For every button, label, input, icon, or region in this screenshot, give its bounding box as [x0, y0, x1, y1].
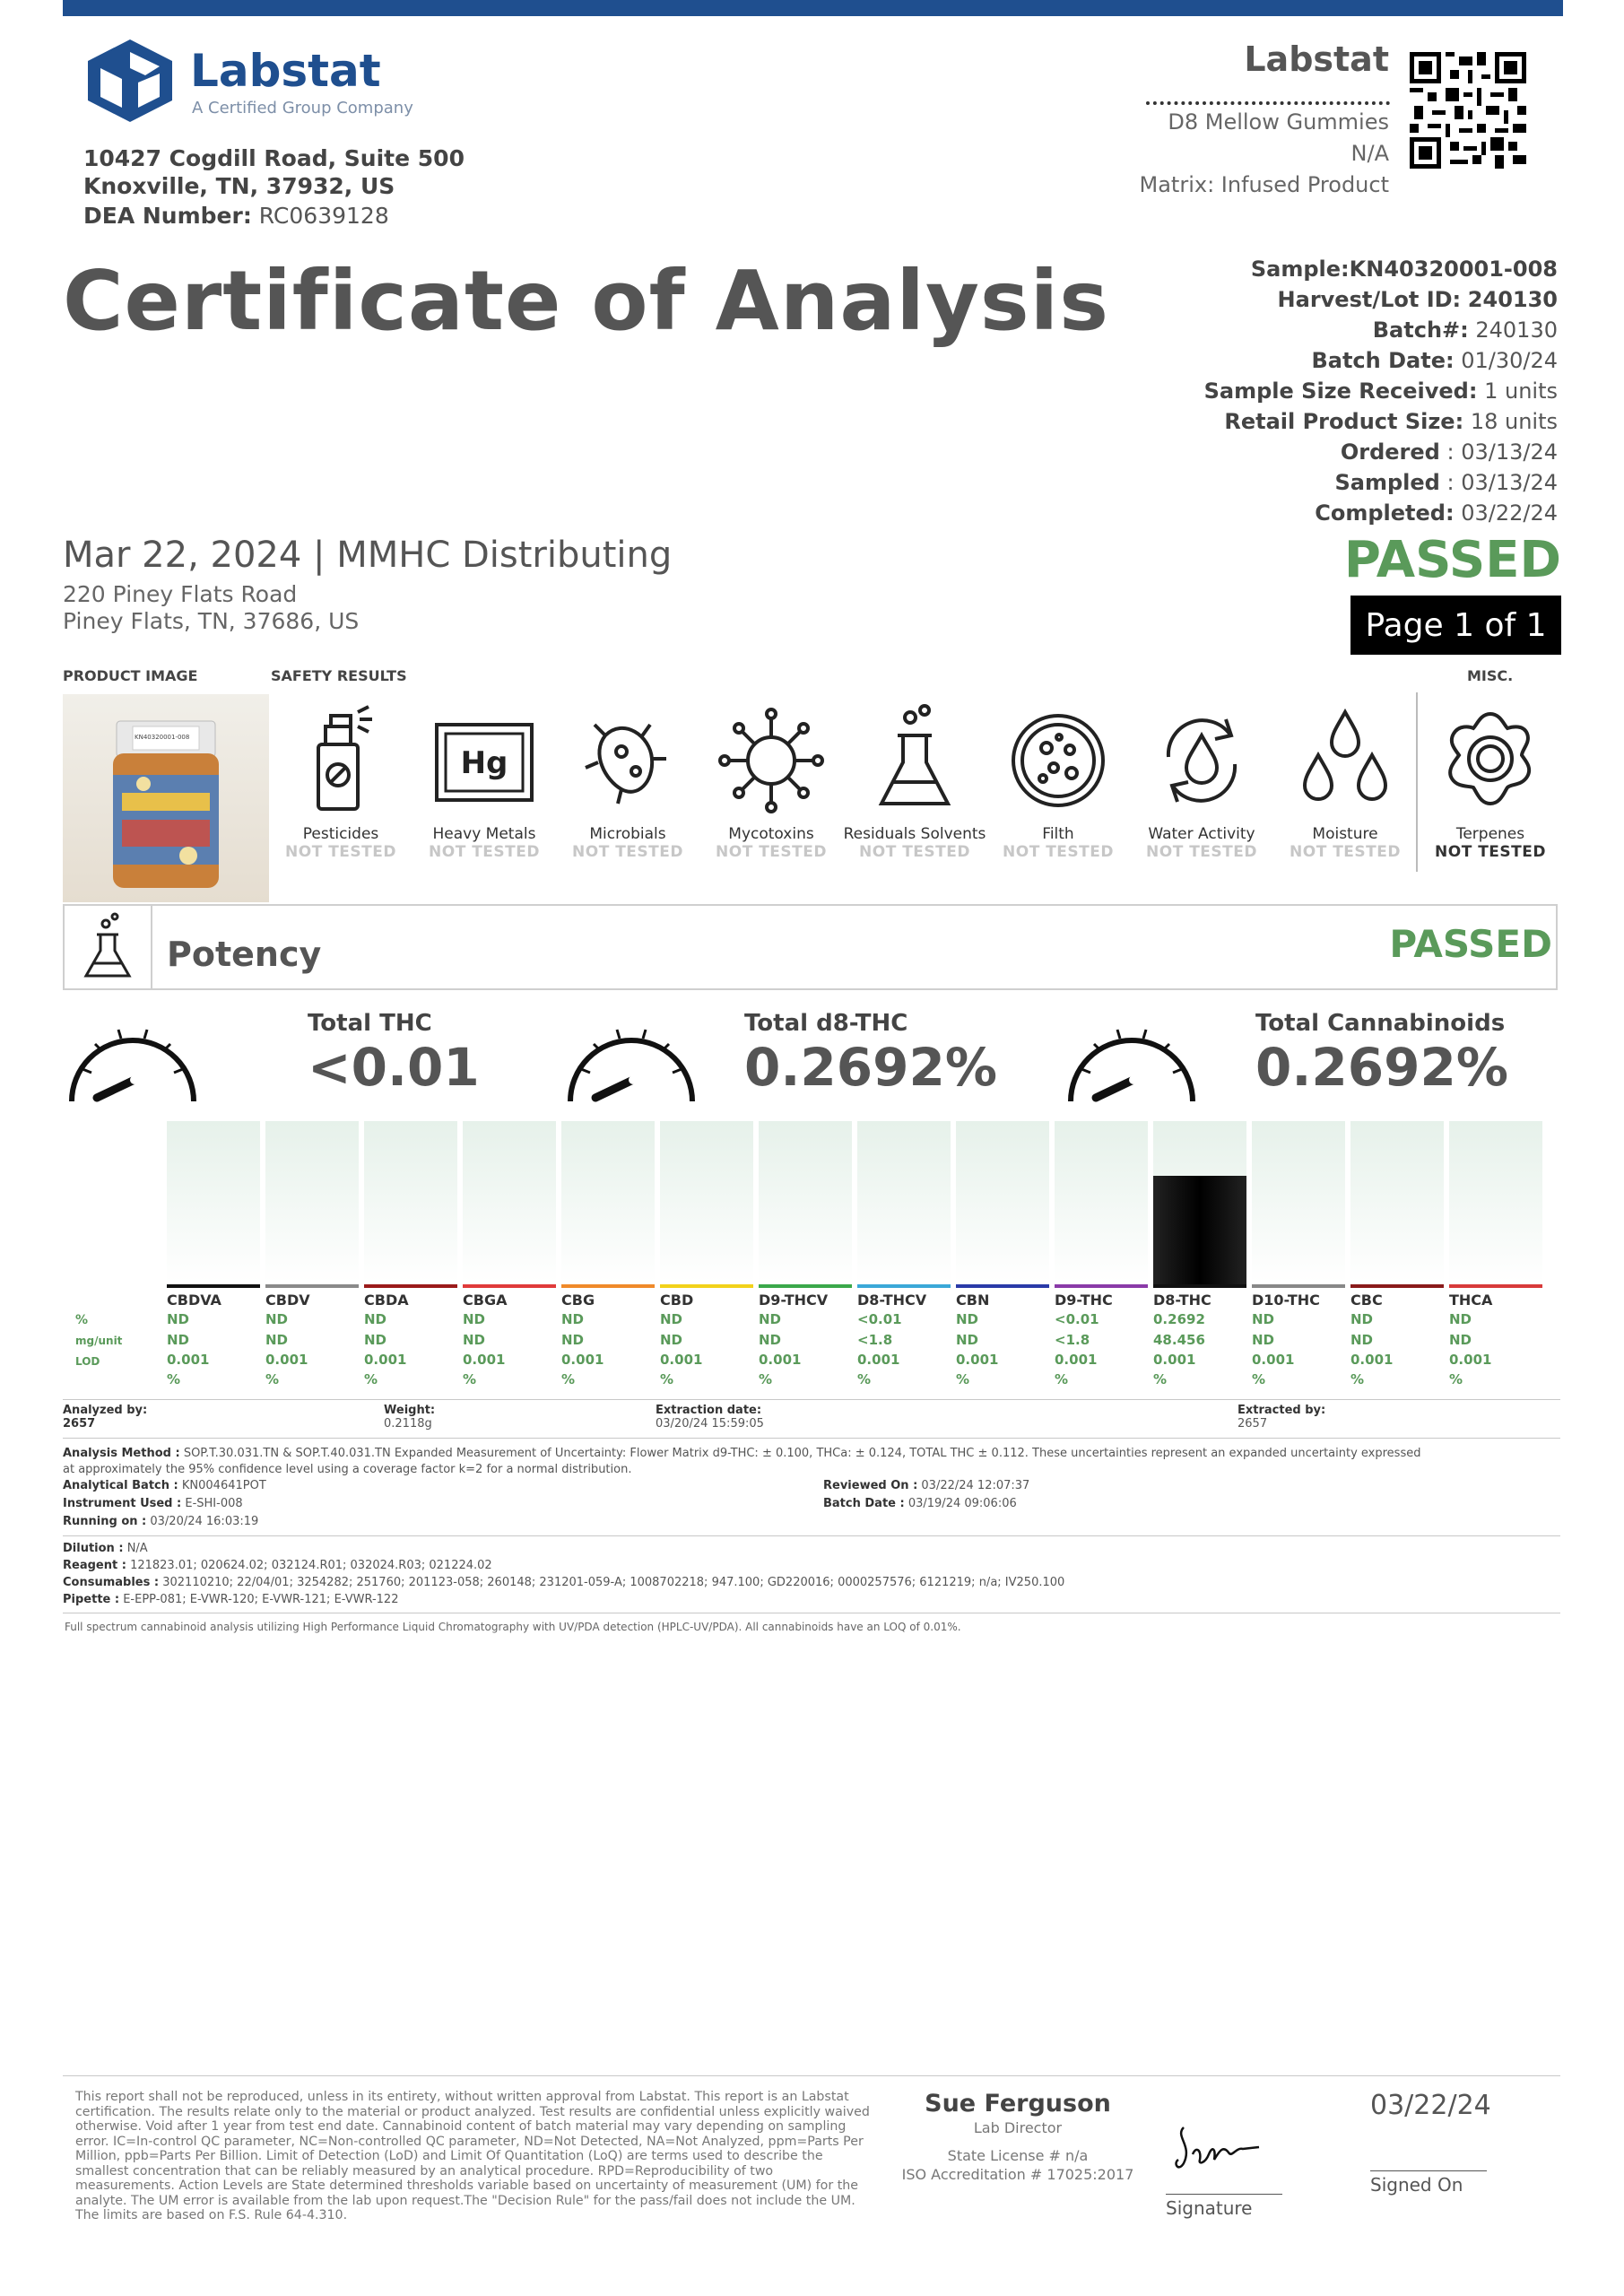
product-image-label: KN40320001-008 — [135, 734, 190, 741]
signature-label: Signature — [1166, 2197, 1253, 2219]
consumables: Consumables : 302110210; 22/04/01; 3254282; 251760; 201123-058; 260148; 231201-059-A; 1008702218; 947.100; GD220016; 0000257576; 6121219; n/a; IV250.100 — [63, 1576, 1065, 1589]
cannabinoid-lod: 0.001 — [1252, 1352, 1295, 1368]
cannabinoid-pct: ND — [463, 1311, 486, 1327]
footer-divider — [63, 2075, 1560, 2076]
dea-value: RC0639128 — [258, 203, 389, 229]
signer-block — [897, 2090, 1139, 2183]
bar-background — [1252, 1121, 1345, 1283]
meta-batch: Batch#: 240130 — [1372, 317, 1558, 343]
flask-icon — [63, 904, 152, 990]
bar-baseline — [167, 1284, 260, 1288]
petri-dish-icon — [1000, 700, 1116, 816]
meta-retail-size: Retail Product Size: 18 units — [1224, 409, 1558, 434]
safety-label: Heavy Metals — [432, 825, 536, 843]
cannabinoid-name: D9-THC — [1055, 1292, 1113, 1309]
cannabinoid-name: CBDA — [364, 1292, 409, 1309]
safety-status: NOT TESTED — [429, 843, 540, 861]
company-name: Labstat — [190, 45, 381, 97]
signed-on-label: Signed On — [1370, 2174, 1463, 2196]
bar-background — [1350, 1121, 1444, 1283]
cannabinoid-unit: % — [1449, 1371, 1463, 1387]
cannabinoid-lod: 0.001 — [660, 1352, 703, 1368]
safety-label: Residuals Solvents — [843, 825, 986, 843]
cannabinoid-pct: ND — [956, 1311, 979, 1327]
safety-status: NOT TESTED — [1290, 843, 1401, 861]
bar-baseline — [1153, 1284, 1246, 1288]
cannabinoid-mg: ND — [1449, 1332, 1472, 1348]
cannabinoid-pct: ND — [759, 1311, 782, 1327]
cannabinoid-lod: 0.001 — [167, 1352, 210, 1368]
bar-baseline — [1055, 1284, 1148, 1288]
cannabinoid-mg: ND — [1350, 1332, 1374, 1348]
cannabinoid-name: THCA — [1449, 1292, 1493, 1309]
bar-background — [561, 1121, 655, 1283]
bar-baseline — [956, 1284, 1049, 1288]
analyzed-by: Analyzed by: 2657 — [63, 1404, 148, 1431]
gauge-icon — [1062, 1012, 1202, 1110]
divider — [63, 1438, 1560, 1439]
cannabinoid-name: D10-THC — [1252, 1292, 1320, 1309]
client-address-line1: 220 Piney Flats Road — [63, 581, 298, 607]
signature-line — [1166, 2194, 1282, 2195]
lab-address-line2: Knoxville, TN, 37932, US — [83, 173, 395, 199]
bar-baseline — [759, 1284, 852, 1288]
cannabinoid-name: D9-THCV — [759, 1292, 829, 1309]
cannabinoid-name: D8-THC — [1153, 1292, 1211, 1309]
cannabinoid-lod: 0.001 — [561, 1352, 604, 1368]
meta-sample: Sample:KN40320001-008 — [1250, 257, 1558, 282]
divider — [63, 1535, 1560, 1536]
bar-baseline — [463, 1284, 556, 1288]
cannabinoid-pct: ND — [1252, 1311, 1275, 1327]
safety-microbials — [556, 700, 699, 861]
bar-background — [759, 1121, 852, 1283]
cannabinoid-pct: <0.01 — [857, 1311, 902, 1327]
bar-background — [660, 1121, 753, 1283]
meta-ordered: Ordered : 03/13/24 — [1340, 439, 1558, 465]
cannabinoid-unit: % — [463, 1371, 477, 1387]
bar-d8-thc — [1153, 1176, 1246, 1284]
dilution: Dilution : N/A — [63, 1542, 148, 1555]
cannabinoid-name: CBD — [660, 1292, 694, 1309]
labstat-logo-icon — [83, 38, 178, 124]
cannabinoid-name: CBGA — [463, 1292, 508, 1309]
safety-heavy-metals — [413, 700, 556, 861]
safety-label: Mycotoxins — [728, 825, 814, 843]
product-matrix: Matrix: Infused Product — [1139, 172, 1389, 197]
safety-label: Microbials — [589, 825, 666, 843]
pipette: Pipette : E-EPP-081; E-VWR-120; E-VWR-121; E-VWR-122 — [63, 1593, 399, 1606]
misc-divider — [1416, 692, 1418, 872]
cannabinoid-unit: % — [167, 1371, 181, 1387]
cannabinoid-mg: <1.8 — [1055, 1332, 1090, 1348]
water-cycle-icon — [1143, 700, 1260, 816]
reagent: Reagent : 121823.01; 020624.02; 032124.R01; 032024.R03; 021224.02 — [63, 1559, 492, 1572]
gauge-icon — [63, 1012, 203, 1110]
safety-status: NOT TESTED — [285, 843, 396, 861]
cannabinoid-mg: ND — [561, 1332, 585, 1348]
page-title: Certificate of Analysis — [63, 253, 1109, 349]
flower-icon — [1432, 700, 1549, 816]
client-title: Mar 22, 2024 | MMHC Distributing — [63, 535, 673, 576]
analysis-method: Analysis Method : SOP.T.30.031.TN & SOP.T.40.031.TN Expanded Measurement of Uncertainty: Flower Matrix d9-THC: ± 0.100, THCa: ± 0.124, TOTAL THC ± 0.112. These uncertainties represent an expanded uncertainty expressed — [63, 1447, 1421, 1460]
cannabinoid-unit: % — [265, 1371, 280, 1387]
bar-baseline — [1449, 1284, 1542, 1288]
safety-label: Terpenes — [1455, 825, 1525, 843]
weight: Weight: 0.2118g — [384, 1404, 436, 1431]
cannabinoid-lod: 0.001 — [1055, 1352, 1098, 1368]
cannabinoid-lod: 0.001 — [1449, 1352, 1492, 1368]
safety-label: Moisture — [1312, 825, 1378, 843]
safety-water-activity — [1130, 700, 1273, 861]
cannabinoid-unit: % — [1350, 1371, 1365, 1387]
signer-title: Lab Director — [973, 2119, 1063, 2136]
misc-terpenes — [1419, 700, 1562, 861]
bar-background — [1055, 1121, 1148, 1283]
row-label-lod: LOD — [75, 1355, 100, 1368]
running-on: Running on : 03/20/24 16:03:19 — [63, 1515, 259, 1528]
safety-status: NOT TESTED — [716, 843, 827, 861]
cannabinoid-unit: % — [1252, 1371, 1266, 1387]
cannabinoid-unit: % — [857, 1371, 872, 1387]
cannabinoid-lod: 0.001 — [463, 1352, 506, 1368]
row-label-percent: % — [75, 1313, 89, 1327]
cannabinoid-lod: 0.001 — [1350, 1352, 1394, 1368]
cannabinoid-pct: ND — [265, 1311, 289, 1327]
safety-filth — [986, 700, 1130, 861]
safety-mycotoxins — [699, 700, 843, 861]
spray-bottle-icon — [291, 700, 390, 816]
safety-status: NOT TESTED — [572, 843, 683, 861]
product-jar-illustration — [63, 694, 269, 902]
meta-completed: Completed: 03/22/24 — [1315, 500, 1558, 526]
cannabinoid-unit: % — [561, 1371, 576, 1387]
cannabinoid-name: CBDVA — [167, 1292, 221, 1309]
company-tagline: A Certified Group Company — [192, 99, 413, 117]
cannabinoid-unit: % — [660, 1371, 674, 1387]
extraction-date: Extraction date: 03/20/24 15:59:05 — [656, 1404, 764, 1431]
divider — [63, 1399, 1560, 1400]
safety-label: Water Activity — [1148, 825, 1255, 843]
safety-status: NOT TESTED — [1435, 843, 1546, 861]
cannabinoid-mg: ND — [167, 1332, 190, 1348]
section-safety-results: SAFETY RESULTS — [271, 667, 407, 684]
total-cannabinoids-value: 0.2692% — [1255, 1037, 1508, 1098]
top-accent-bar — [63, 0, 1563, 16]
cannabinoid-unit: % — [1055, 1371, 1069, 1387]
right-brand: Labstat — [1244, 39, 1389, 79]
cannabinoid-unit: % — [364, 1371, 378, 1387]
row-label-mg: mg/unit — [75, 1335, 123, 1347]
signature-image — [1166, 2109, 1273, 2181]
cannabinoid-unit: % — [956, 1371, 970, 1387]
cannabinoid-pct: ND — [561, 1311, 585, 1327]
status-badge: PASSED — [1343, 531, 1561, 589]
bar-baseline — [1252, 1284, 1345, 1288]
cannabinoid-lod: 0.001 — [759, 1352, 802, 1368]
cannabinoid-name: CBN — [956, 1292, 990, 1309]
cannabinoid-mg: ND — [759, 1332, 782, 1348]
cannabinoid-pct: ND — [1350, 1311, 1374, 1327]
bar-background — [1449, 1121, 1542, 1283]
product-sub: N/A — [1350, 141, 1389, 166]
potency-status: PASSED — [1389, 922, 1552, 966]
cannabinoid-pct: ND — [660, 1311, 683, 1327]
safety-label: Filth — [1042, 825, 1074, 843]
microbe-icon — [569, 700, 686, 816]
svg-text:Hg: Hg — [460, 745, 508, 781]
meta-sample-size: Sample Size Received: 1 units — [1203, 378, 1558, 404]
cannabinoid-name: D8-THCV — [857, 1292, 927, 1309]
disclaimer: This report shall not be reproduced, unless in its entirety, without written approval from Labstat. This report is an Labstat certification. The results relate only to the material or product analyzed. Test results are confidential unless explicitly waived otherwise. Void after 1 year from test end date. Cannabinoid content of batch material may vary depending on sampling error. IC=In-control QC parameter, NC=Non-controlled QC parameter, ND=Not Detected, NA=Not Analyzed, ppm=Parts Per Million, ppb=Parts Per Billion. Limit of Detection (LoD) and Limit Of Quantitation (LoQ) are terms used to describe the smallest concentration that can be reliably measured by an analytical procedure. RPD=Reproducibility of two measurements. Action Levels are State determined thresholds variable based on uncertainty of measurement (UM) for the analyte. The UM error is available from the lab upon request.The "Decision Rule" for the pass/fail does not include the UM. The limits are based on F.S. Rule 64-4.310. — [75, 2090, 870, 2222]
cannabinoid-mg: 48.456 — [1153, 1332, 1205, 1348]
cannabinoid-lod: 0.001 — [857, 1352, 900, 1368]
gauge-icon — [561, 1012, 701, 1110]
bar-background — [956, 1121, 1049, 1283]
section-product-image: PRODUCT IMAGE — [63, 667, 198, 684]
flask-icon — [856, 700, 973, 816]
total-d8-thc-label: Total d8-THC — [744, 1010, 908, 1037]
bar-background — [167, 1121, 260, 1283]
meta-batch-date: Batch Date: 01/30/24 — [1311, 348, 1558, 373]
bar-background — [364, 1121, 457, 1283]
safety-pesticides — [269, 700, 413, 861]
analytical-batch: Analytical Batch : KN004641POT — [63, 1479, 266, 1492]
cannabinoid-lod: 0.001 — [265, 1352, 308, 1368]
cannabinoid-pct: ND — [364, 1311, 387, 1327]
cannabinoid-mg: ND — [463, 1332, 486, 1348]
signed-date: 03/22/24 — [1370, 2090, 1491, 2121]
signed-on-line — [1370, 2170, 1487, 2171]
cannabinoid-mg: <1.8 — [857, 1332, 893, 1348]
batch-date: Batch Date : 03/19/24 09:06:06 — [823, 1497, 1017, 1510]
safety-label: Pesticides — [302, 825, 379, 843]
cannabinoid-mg: ND — [660, 1332, 683, 1348]
qr-code-icon[interactable] — [1410, 52, 1526, 169]
cannabinoid-mg: ND — [364, 1332, 387, 1348]
page-indicator: Page 1 of 1 — [1350, 596, 1561, 655]
potency-icon-box — [63, 904, 152, 990]
iso-accreditation: ISO Accreditation # 17025:2017 — [901, 2166, 1134, 2183]
safety-status: NOT TESTED — [1003, 843, 1114, 861]
total-thc-value: <0.01 — [308, 1037, 480, 1098]
bar-baseline — [857, 1284, 951, 1288]
cannabinoid-lod: 0.001 — [956, 1352, 999, 1368]
cannabinoid-name: CBG — [561, 1292, 595, 1309]
extracted-by: Extracted by: 2657 — [1238, 1404, 1326, 1431]
total-d8-thc-value: 0.2692% — [744, 1037, 997, 1098]
cannabinoid-pct: 0.2692 — [1153, 1311, 1205, 1327]
cannabinoid-pct: ND — [1449, 1311, 1472, 1327]
bar-background — [265, 1121, 359, 1283]
bar-baseline — [364, 1284, 457, 1288]
cannabinoid-unit: % — [759, 1371, 773, 1387]
product-name: D8 Mellow Gummies — [1168, 109, 1389, 135]
section-misc: MISC. — [1467, 667, 1514, 684]
total-cannabinoids-label: Total Cannabinoids — [1255, 1010, 1506, 1037]
droplets-icon — [1287, 700, 1403, 816]
mercury-icon — [426, 700, 543, 816]
analysis-method-cont: at approximately the 95% confidence level using a coverage factor k=2 for a normal distribution. — [63, 1463, 632, 1476]
cannabinoid-unit: % — [1153, 1371, 1168, 1387]
safety-moisture — [1273, 700, 1417, 861]
safety-residual-solvents — [843, 700, 986, 861]
reviewed-on: Reviewed On : 03/22/24 12:07:37 — [823, 1479, 1030, 1492]
potency-title: Potency — [167, 935, 322, 974]
lab-address-line1: 10427 Cogdill Road, Suite 500 — [83, 145, 465, 171]
cannabinoid-lod: 0.001 — [364, 1352, 407, 1368]
cannabinoid-pct: ND — [167, 1311, 190, 1327]
instrument-used: Instrument Used : E-SHI-008 — [63, 1497, 243, 1510]
bar-baseline — [265, 1284, 359, 1288]
cannabinoid-name: CBC — [1350, 1292, 1383, 1309]
product-image — [63, 694, 269, 902]
meta-sampled: Sampled : 03/13/24 — [1334, 470, 1558, 495]
dotted-divider — [1146, 101, 1390, 105]
bar-baseline — [660, 1284, 753, 1288]
cannabinoid-pct: <0.01 — [1055, 1311, 1099, 1327]
meta-lot: Harvest/Lot ID: 240130 — [1277, 287, 1558, 312]
cannabinoid-mg: ND — [956, 1332, 979, 1348]
method-note: Full spectrum cannabinoid analysis utilizing High Performance Liquid Chromatography with UV/PDA detection (HPLC-UV/PDA). All cannabinoids have an LOQ of 0.01%. — [65, 1621, 961, 1633]
cannabinoid-name: CBDV — [265, 1292, 310, 1309]
dea-label: DEA Number: — [83, 203, 252, 229]
bar-baseline — [1350, 1284, 1444, 1288]
client-address-line2: Piney Flats, TN, 37686, US — [63, 608, 360, 634]
cannabinoid-mg: ND — [1252, 1332, 1275, 1348]
state-license: State License # n/a — [947, 2147, 1089, 2164]
cannabinoid-mg: ND — [265, 1332, 289, 1348]
total-thc-label: Total THC — [308, 1010, 432, 1037]
virus-icon — [713, 700, 829, 816]
dea-number — [83, 203, 389, 229]
bar-baseline — [561, 1284, 655, 1288]
signer-name: Sue Ferguson — [925, 2090, 1111, 2118]
bar-background — [463, 1121, 556, 1283]
safety-status: NOT TESTED — [859, 843, 970, 861]
bar-background — [857, 1121, 951, 1283]
safety-status: NOT TESTED — [1146, 843, 1257, 861]
cannabinoid-lod: 0.001 — [1153, 1352, 1196, 1368]
